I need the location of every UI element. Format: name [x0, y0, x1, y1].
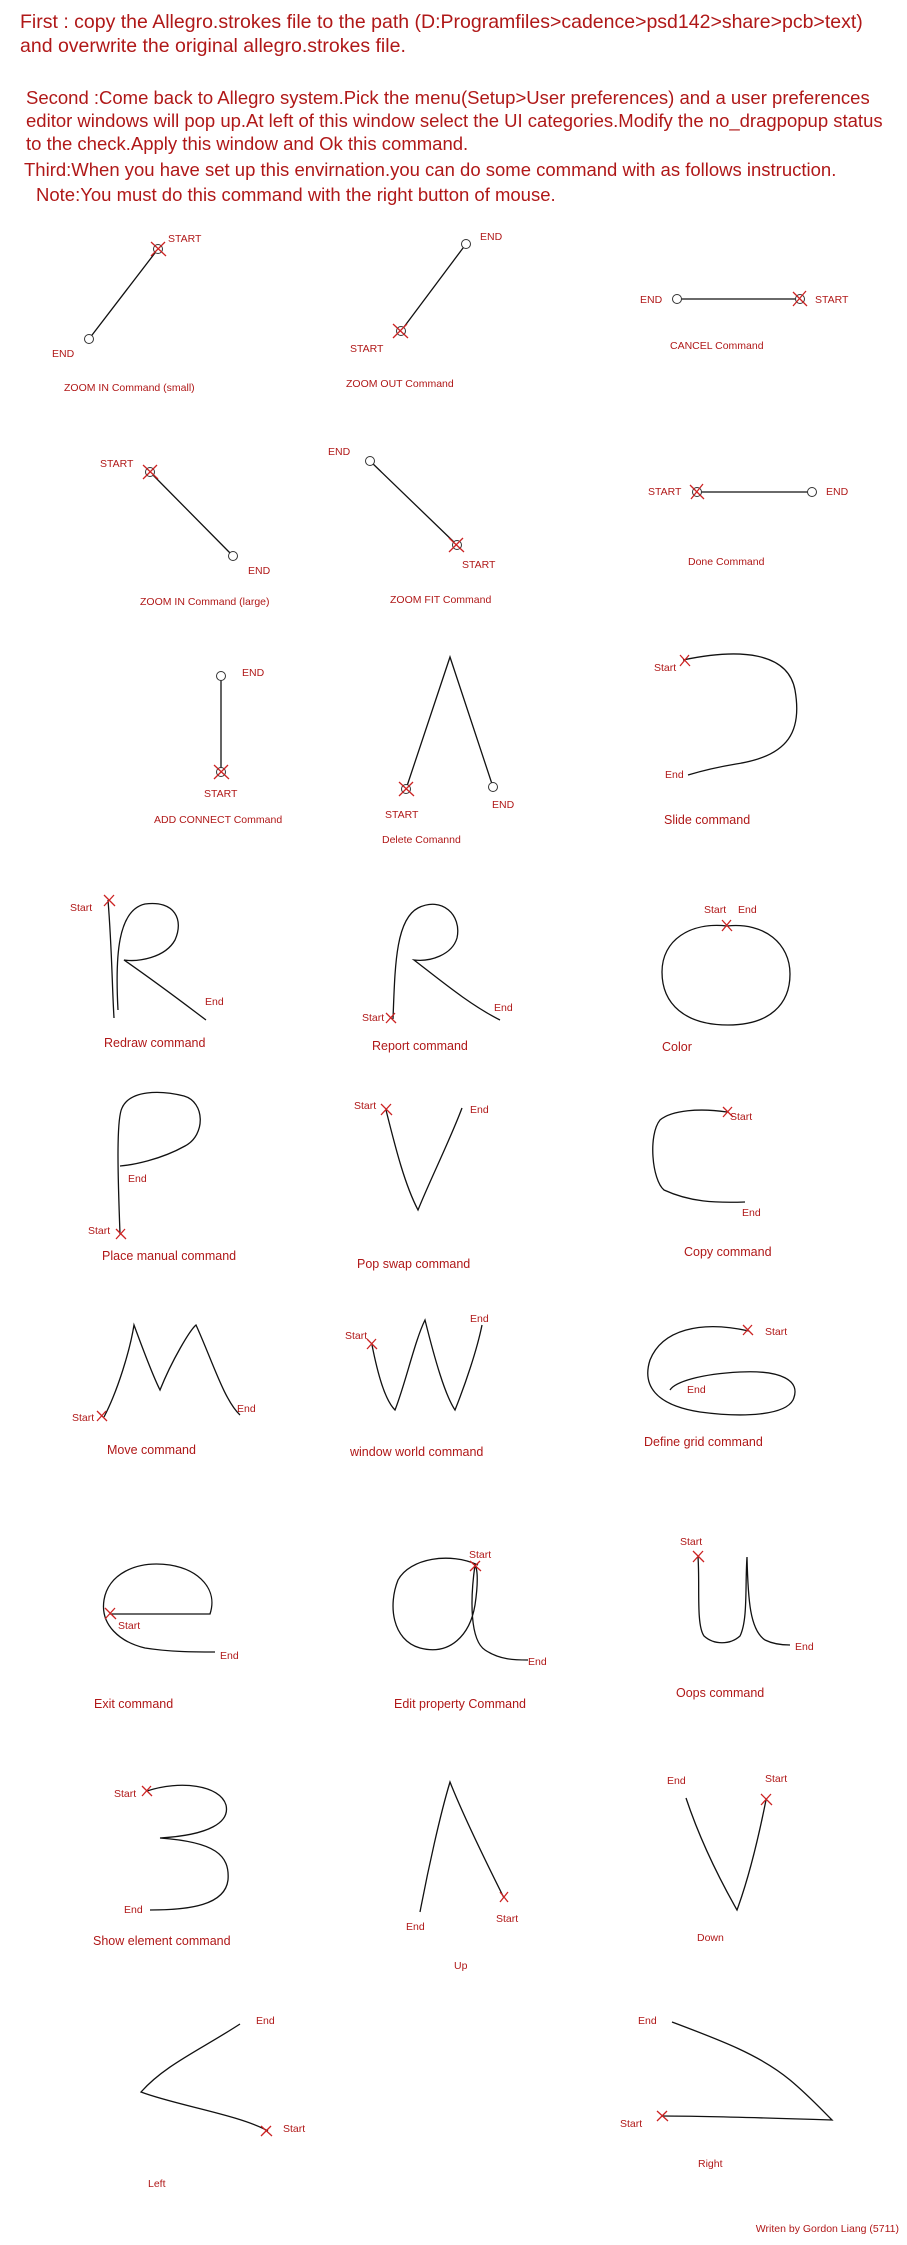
stroke-show-element [93, 1785, 231, 1948]
caption-down: Down [697, 1932, 724, 1944]
stroke-zoom-in-small [52, 233, 202, 394]
caption-report: Report command [372, 1039, 468, 1053]
stroke-redraw [70, 895, 224, 1050]
start-label: Start [730, 1111, 753, 1123]
caption-edit-property: Edit property Command [394, 1697, 527, 1711]
end-label: End [128, 1173, 147, 1185]
stroke-down [667, 1773, 787, 1944]
end-label: End [667, 1775, 686, 1787]
end-label: END [248, 565, 271, 577]
intro-third-step: Third:When you have set up this envirnation.you can do some command with as follows instruction. [24, 159, 837, 180]
start-label: Start [496, 1913, 519, 1925]
caption-define-grid: Define grid command [644, 1435, 763, 1449]
stroke-move [72, 1325, 256, 1457]
caption-done: Done Command [688, 556, 765, 568]
caption-add-connect: ADD CONNECT Command [154, 814, 283, 826]
caption-redraw: Redraw command [104, 1036, 206, 1050]
start-label: Start [118, 1620, 141, 1632]
start-label: Start [354, 1100, 377, 1112]
caption-color: Color [662, 1040, 692, 1054]
start-label: Start [70, 902, 93, 914]
end-label: END [640, 294, 663, 306]
end-label: End [795, 1641, 814, 1653]
caption-slide: Slide command [664, 813, 751, 827]
stroke-zoom-out [346, 231, 503, 390]
end-label: END [492, 799, 515, 811]
caption-zoom-fit: ZOOM FIT Command [390, 594, 492, 606]
start-label: Start [88, 1225, 111, 1237]
start-label: START [100, 458, 134, 470]
start-label: Start [704, 904, 727, 916]
end-label: END [242, 667, 265, 679]
caption-place-manual: Place manual command [102, 1249, 237, 1263]
stroke-place-manual [88, 1092, 236, 1263]
start-label: Start [680, 1536, 703, 1548]
start-label: START [462, 559, 496, 571]
start-label: START [815, 294, 849, 306]
intro-note: Note:You must do this command with the right button of mouse. [36, 184, 556, 205]
caption-show-element: Show element command [93, 1934, 231, 1948]
stroke-right [620, 2015, 832, 2170]
stroke-slide [654, 654, 797, 827]
caption-move: Move command [107, 1443, 196, 1457]
caption-exit: Exit command [94, 1697, 174, 1711]
start-label: Start [283, 2123, 306, 2135]
end-label: End [687, 1384, 706, 1396]
start-label: Start [72, 1412, 95, 1424]
caption-left: Left [148, 2178, 166, 2190]
caption-zoom-out: ZOOM OUT Command [346, 378, 454, 390]
caption-pop-swap: Pop swap command [357, 1257, 471, 1271]
caption-up: Up [454, 1960, 468, 1972]
stroke-delete [382, 657, 515, 846]
stroke-window-world [345, 1313, 489, 1459]
start-label: START [648, 486, 682, 498]
start-label: START [168, 233, 202, 245]
start-label: Start [620, 2118, 643, 2130]
start-label: START [350, 343, 384, 355]
stroke-left [141, 2015, 305, 2190]
end-label: End [528, 1656, 547, 1668]
end-label: End [124, 1904, 143, 1916]
stroke-define-grid [644, 1325, 795, 1449]
stroke-exit [94, 1564, 239, 1711]
start-label: START [204, 788, 238, 800]
stroke-cancel [640, 291, 849, 352]
end-label: End [406, 1921, 425, 1933]
end-label: END [52, 348, 75, 360]
end-label: End [638, 2015, 657, 2027]
end-label: End [738, 904, 757, 916]
start-label: Start [469, 1549, 492, 1561]
caption-zoom-in-small: ZOOM IN Command (small) [64, 382, 195, 394]
start-label: Start [765, 1326, 788, 1338]
caption-zoom-in-large: ZOOM IN Command (large) [140, 596, 270, 608]
end-label: End [256, 2015, 275, 2027]
end-label: END [328, 446, 351, 458]
end-label: End [494, 1002, 513, 1014]
stroke-color [662, 904, 790, 1054]
stroke-copy [653, 1107, 772, 1259]
stroke-edit-property [393, 1549, 547, 1711]
start-label: START [385, 809, 419, 821]
end-label: End [470, 1313, 489, 1325]
end-label: End [470, 1104, 489, 1116]
end-label: End [742, 1207, 761, 1219]
end-label: End [237, 1403, 256, 1415]
stroke-done [648, 484, 849, 568]
stroke-zoom-fit [328, 446, 496, 606]
caption-oops: Oops command [676, 1686, 765, 1700]
intro-second-step: Second :Come back to Allegro system.Pick the menu(Setup>User preferences) and a user preferences editor windows will pop up.At left of this window select the UI categories.Modify the no_dragpopup status to the check.Apply this window and Ok this command. [26, 87, 883, 154]
stroke-up [406, 1782, 518, 1972]
start-label: Start [114, 1788, 137, 1800]
end-label: End [205, 996, 224, 1008]
stroke-report [362, 904, 513, 1053]
start-label: Start [362, 1012, 385, 1024]
start-label: Start [765, 1773, 788, 1785]
stroke-add-connect [154, 667, 282, 826]
stroke-pop-swap [354, 1100, 489, 1271]
end-label: END [826, 486, 849, 498]
end-label: END [480, 231, 503, 243]
caption-copy: Copy command [684, 1245, 772, 1259]
caption-cancel: CANCEL Command [670, 340, 764, 352]
author-credit: Writen by Gordon Liang (5711) [755, 2223, 899, 2235]
caption-window-world: window world command [350, 1445, 484, 1459]
start-label: Start [345, 1330, 368, 1342]
stroke-oops [676, 1536, 814, 1700]
end-label: End [220, 1650, 239, 1662]
stroke-zoom-in-large [100, 458, 271, 608]
intro-first-step: First : copy the Allegro.strokes file to the path (D:Programfiles>cadence>psd142>share>pcb>text) and overwrite the original allegro.strokes file. [20, 11, 863, 57]
caption-right: Right [698, 2158, 723, 2170]
start-label: Start [654, 662, 677, 674]
end-label: End [665, 769, 684, 781]
caption-delete: Delete Comannd [382, 834, 461, 846]
